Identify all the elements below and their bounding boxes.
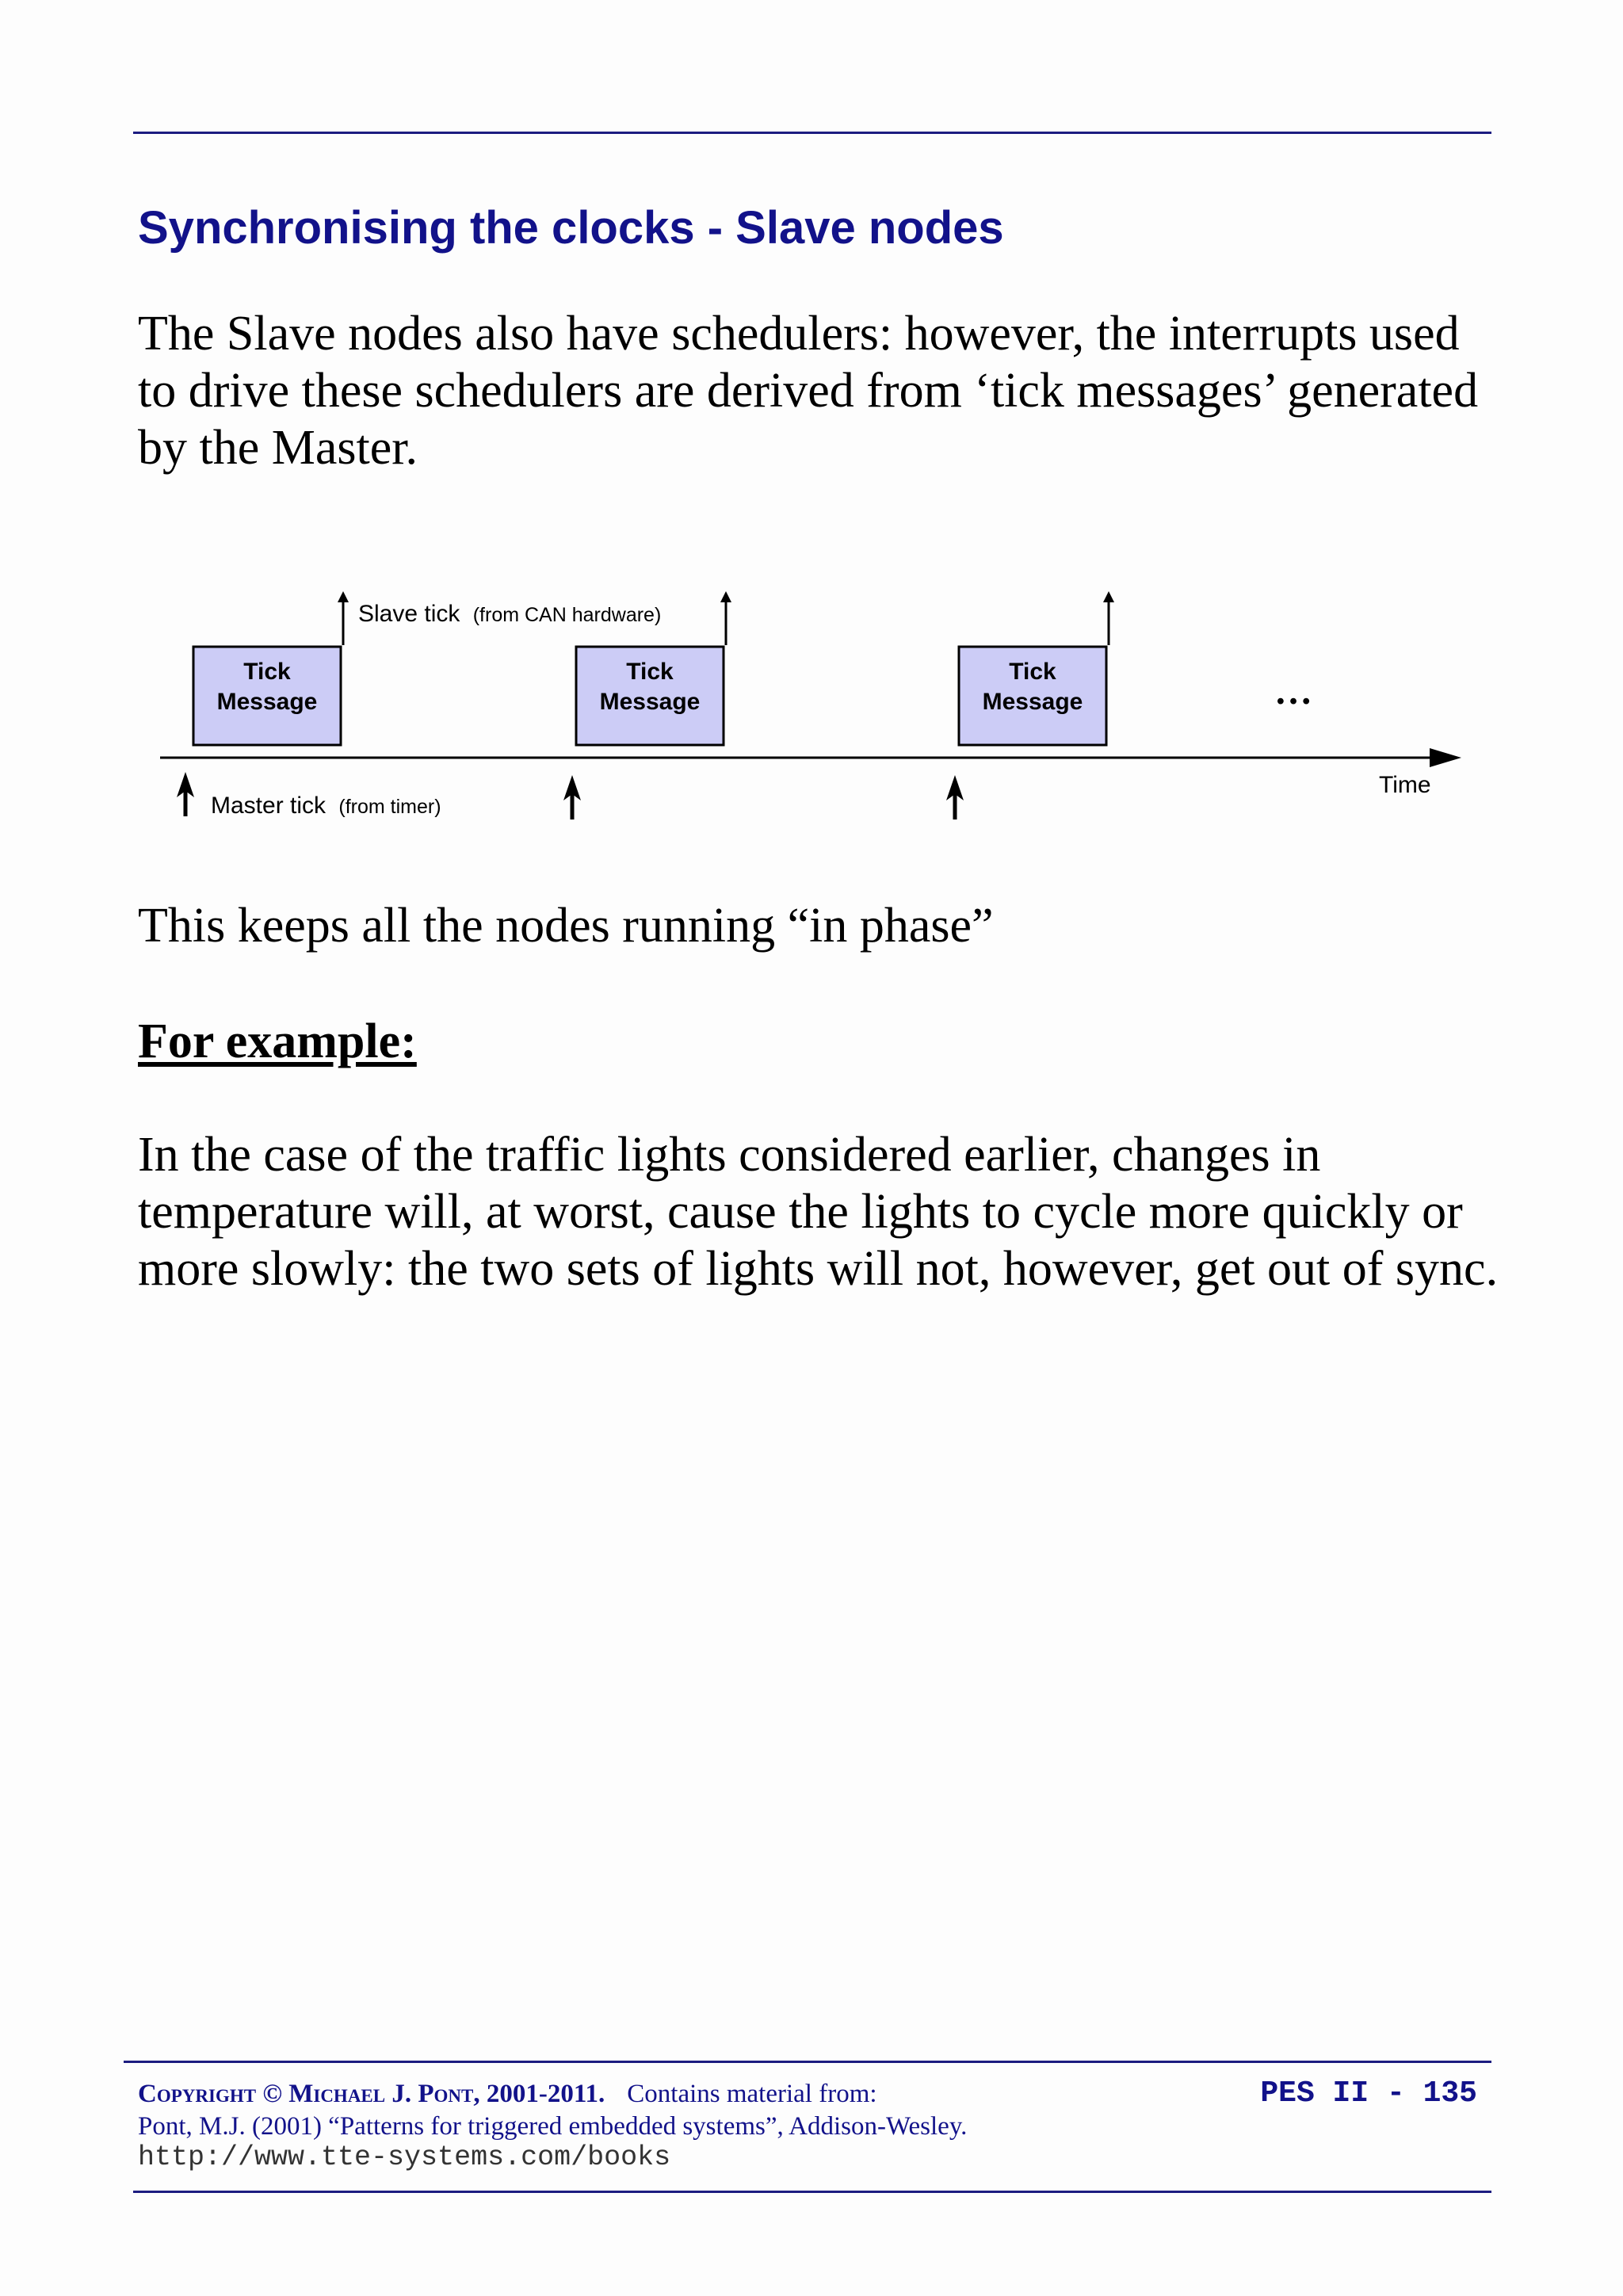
slave-tick-arrow xyxy=(338,591,349,645)
svg-text:Tick: Tick xyxy=(1009,659,1056,685)
slave-tick-arrow xyxy=(1103,591,1114,645)
footer-rule-bottom xyxy=(133,2191,1491,2193)
footer-citation: Pont, M.J. (2001) “Patterns for triggered embedded systems”, Addison-Wesley. xyxy=(138,2112,968,2141)
copyright-notice: Copyright © Michael J. Pont, 2001-2011. xyxy=(138,2080,605,2108)
time-axis-arrowhead xyxy=(1430,748,1461,767)
contains-material-note: Contains material from: xyxy=(627,2080,877,2108)
tick-message-box xyxy=(959,647,1106,745)
svg-text:Message: Message xyxy=(599,689,701,715)
svg-text:Message: Message xyxy=(982,689,1083,715)
master-tick-arrow xyxy=(563,775,581,819)
example-paragraph: In the case of the traffic lights considered earlier, changes in temperature will, at worst, cause the lights to cycle more quickly or more slowly: the two sets of lights will not, however, get out of sync. xyxy=(138,1128,1499,1296)
footer-url[interactable]: http://www.tte-systems.com/books xyxy=(138,2141,671,2173)
slave-tick-label: Slave tick (from CAN hardware) xyxy=(358,601,662,627)
page-title: Synchronising the clocks - Slave nodes xyxy=(138,202,1004,254)
svg-text:Message: Message xyxy=(216,689,318,715)
tick-message-box xyxy=(576,647,724,745)
ellipsis: … xyxy=(1274,670,1312,712)
example-heading: For example: xyxy=(138,1014,417,1068)
page-number: PES II - 135 xyxy=(1260,2076,1477,2111)
phase-paragraph: This keeps all the nodes running “in phase” xyxy=(138,899,994,953)
top-rule xyxy=(133,132,1491,134)
slave-tick-arrow xyxy=(720,591,731,645)
footer-copyright xyxy=(138,2078,877,2110)
master-tick-arrow xyxy=(946,775,964,819)
master-tick-label: Master tick (from timer) xyxy=(211,793,441,819)
svg-text:Tick: Tick xyxy=(243,659,291,685)
footer-rule-top xyxy=(124,2061,1491,2063)
tick-message-box xyxy=(193,647,341,745)
time-axis-label: Time xyxy=(1379,772,1431,798)
master-tick-arrow xyxy=(177,772,194,816)
svg-text:Tick: Tick xyxy=(626,659,674,685)
intro-paragraph: The Slave nodes also have schedulers: however, the interrupts used to drive these schedulers are derived from ‘tick messages’ generated by the Master. xyxy=(138,307,1479,475)
timing-diagram xyxy=(151,579,1482,832)
